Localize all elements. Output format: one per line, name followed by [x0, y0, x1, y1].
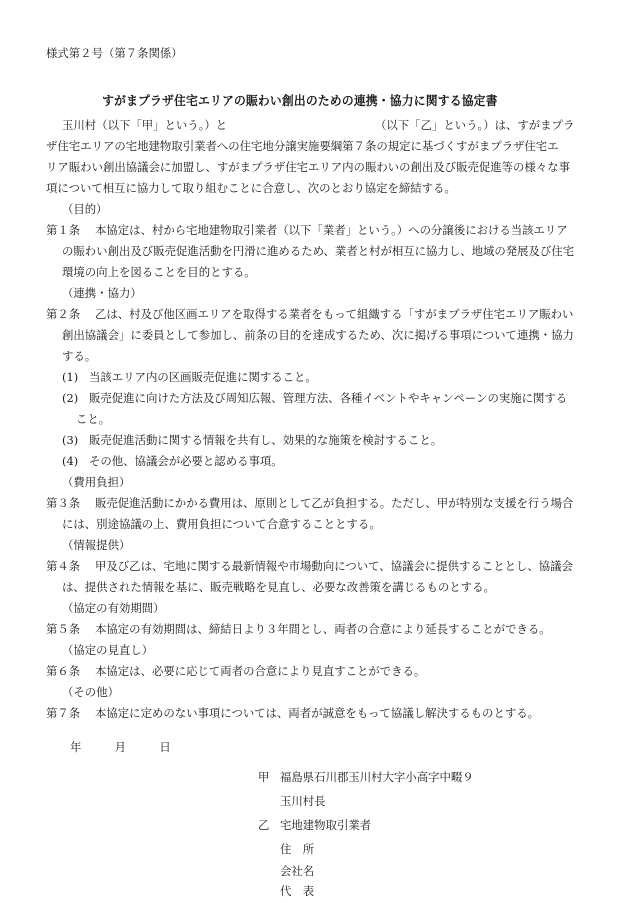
article-text: 本協定は、必要に応じて両者の合意により見直すことができる。: [95, 664, 426, 678]
item-text: 当該エリア内の区画販売促進に関すること。: [89, 370, 317, 384]
article-label: 第４条: [46, 559, 81, 573]
party-otsu-rep-label: 代 表: [280, 884, 315, 898]
article-text: 販売促進活動にかかる費用は、原則として乙が負担する。ただし、甲が特別な支援を行う場合: [95, 496, 574, 510]
article-text: 本協定の有効期間は、締結日より３年間とし、両者の合意により延長することができる。: [95, 622, 551, 636]
article-text: には、別途協議の上、費用負担について合意することとする。: [62, 517, 381, 531]
preamble-line-1a: 玉川村（以下「甲」という。）と: [62, 118, 228, 132]
article-text: 本協定は、村から宅地建物取引業者（以下「業者」という。）への分譲後における当該エリア: [95, 223, 568, 237]
signing-date: [70, 742, 171, 753]
item-text: 販売促進に向けた方法及び周知広報、管理方法、各種イベントやキャンペーンの実施に関する: [89, 391, 568, 405]
article-heading: （協定の見直し）: [62, 643, 154, 657]
party-kou-name: 玉川村長: [280, 794, 326, 808]
party-otsu-address-label: 住 所: [280, 842, 315, 856]
preamble-line-2: ザ住宅エリアの宅地建物取引業者への住宅地分譲実施要綱第７条の規定に基づくすがまプラザ住宅エ: [46, 139, 559, 153]
article-heading: （連携・協力）: [62, 286, 142, 300]
article-label: 第２条: [46, 307, 81, 321]
item-number: (2): [62, 391, 79, 405]
article-text: の賑わい創出及び販売促進活動を円滑に進めるため、業者と村が相互に協力し、地域の発展及び住宅: [62, 244, 575, 258]
item-number: (3): [62, 433, 79, 447]
article-text: 創出協議会」に委員として参加し、前条の目的を達成するため、次に掲げる事項について連携・協力: [62, 328, 574, 342]
party-otsu-label: 乙: [258, 818, 270, 832]
item-text-continued: こと。: [76, 412, 111, 426]
article-text: は、提供された情報を基に、販売戦略を見直し、必要な改善策を講じるものとする。: [62, 580, 495, 594]
item-number: (4): [62, 454, 79, 468]
item-number: (1): [62, 370, 79, 384]
article-label: 第５条: [46, 622, 81, 636]
item-text: その他、協議会が必要と認める事項。: [89, 454, 283, 468]
article-label: 第７条: [46, 706, 81, 720]
article-label: 第６条: [46, 664, 81, 678]
article-label: 第１条: [46, 223, 81, 237]
party-otsu-company-label: 会社名: [280, 864, 315, 878]
date-year: 年: [70, 740, 82, 754]
article-text: 乙は、村及び他区画エリアを取得する業者をもって組織する「すがまプラザ住宅エリア賑わい: [95, 307, 574, 321]
article-text: 甲及び乙は、宅地に関する最新情報や市場動向について、協議会に提供することとし、協議会: [95, 559, 573, 573]
article-heading: （情報提供）: [62, 538, 131, 552]
document-title: すがまプラザ住宅エリアの賑わい創出のための連携・協力に関する協定書: [102, 93, 498, 108]
party-kou-label: 甲: [258, 770, 270, 784]
article-text: 環境の向上を図ることを目的とする。: [62, 265, 256, 279]
preamble-line-3: リア賑わい創出協議会に加盟し、すがまプラザ住宅エリア内の賑わいの創出及び販売促進等の様々な事: [46, 160, 570, 174]
preamble-line-1b: （以下「乙」という。）は、すがまプラ: [375, 118, 575, 132]
article-label: 第３条: [46, 496, 81, 510]
item-text: 販売促進活動に関する情報を共有し、効果的な施策を検討すること。: [89, 433, 443, 447]
article-heading: （その他）: [62, 685, 119, 699]
date-day: 日: [159, 740, 171, 754]
form-number: 様式第２号（第７条関係）: [46, 46, 183, 60]
article-text: する。: [62, 349, 97, 363]
article-heading: （費用負担）: [62, 475, 131, 489]
article-heading: （目的）: [62, 202, 108, 216]
date-month: 月: [114, 740, 127, 754]
article-text: 本協定に定めのない事項については、両者が誠意をもって協議し解決するものとする。: [95, 706, 540, 720]
preamble-line-4: 項について相互に協力して取り組むことに合意し、次のとおり協定を締結する。: [46, 181, 456, 195]
party-otsu-type: 宅地建物取引業者: [280, 818, 372, 832]
article-heading: （協定の有効期間）: [62, 601, 165, 615]
party-kou-address: 福島県石川郡玉川村大字小高字中畷９: [280, 770, 474, 784]
